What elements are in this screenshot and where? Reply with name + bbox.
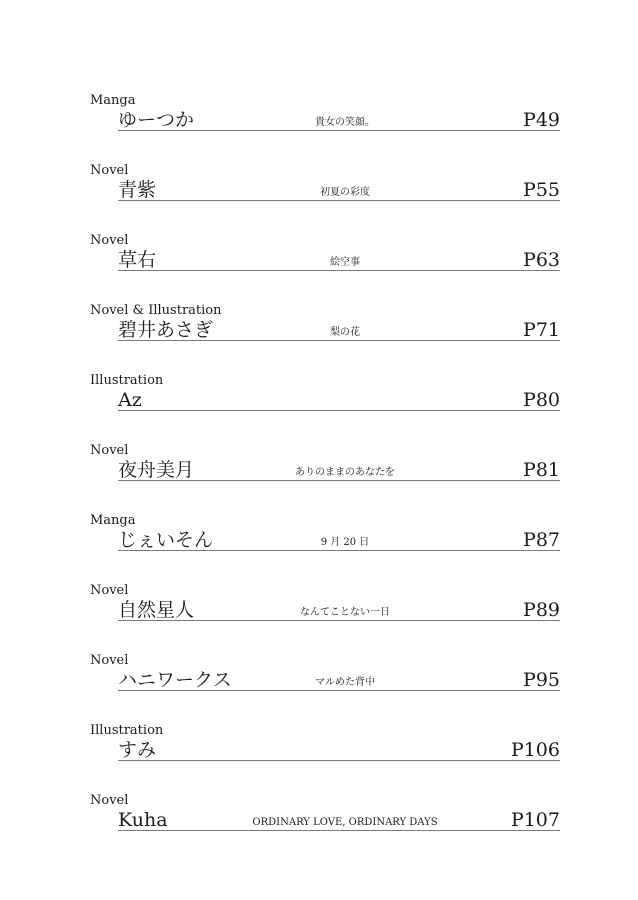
toc-entry — [0, 583, 638, 653]
entry-title: 貴女の笑顔。 — [315, 117, 375, 128]
entry-category: Novel — [90, 443, 129, 458]
entry-title: ありのままのあなたを — [295, 467, 395, 478]
entry-page-number: P81 — [523, 459, 560, 481]
entry-page-number: P80 — [523, 389, 560, 411]
toc-entry — [0, 653, 638, 723]
entry-author: Kuha — [118, 809, 168, 831]
toc-entry — [0, 443, 638, 513]
entry-page-number: P106 — [510, 739, 560, 761]
entry-title: 絵空事 — [330, 257, 360, 268]
entry-underline — [118, 830, 560, 831]
toc-entry — [0, 233, 638, 303]
entry-page-number: P71 — [523, 319, 560, 341]
entry-page-number: P95 — [523, 669, 560, 691]
entry-page-number: P87 — [523, 529, 560, 551]
entry-page-number: P49 — [523, 109, 560, 131]
entry-author: じぇいそん — [118, 529, 214, 551]
entry-category: Novel — [90, 793, 129, 808]
entry-category: Manga — [90, 513, 136, 528]
toc-entry — [0, 93, 638, 163]
entry-category: Novel — [90, 653, 129, 668]
entry-author: ハニワークス — [118, 669, 232, 691]
entry-underline — [118, 760, 560, 761]
entry-author: ゆーつか — [118, 109, 195, 131]
entry-underline — [118, 340, 560, 341]
entry-author: 青紫 — [118, 179, 157, 201]
entry-page-number: P89 — [523, 599, 560, 621]
entry-underline — [118, 480, 560, 481]
toc-entry — [0, 373, 638, 443]
entry-author: 碧井あさぎ — [118, 319, 214, 341]
entry-category: Novel — [90, 583, 129, 598]
entry-underline — [118, 620, 560, 621]
entry-author: 夜舟美月 — [118, 459, 195, 481]
entry-page-number: P107 — [510, 809, 560, 831]
entry-title: 初夏の彩度 — [320, 187, 370, 198]
entry-title: なんてことない一日 — [300, 607, 390, 618]
entry-underline — [118, 200, 560, 201]
entry-title: 9 月 20 日 — [320, 537, 370, 548]
entry-page-number: P63 — [523, 249, 560, 271]
entry-category: Novel & Illustration — [90, 303, 222, 318]
entry-author: 自然星人 — [118, 599, 195, 621]
toc-entry — [0, 513, 638, 583]
entry-title: 梨の花 — [330, 327, 360, 338]
entry-category: Illustration — [90, 373, 164, 388]
entry-underline — [118, 130, 560, 131]
entry-author: すみ — [118, 739, 157, 761]
entry-author: Az — [118, 389, 142, 411]
entry-title: マルめた背中 — [315, 677, 375, 688]
entry-title: ORDINARY LOVE, ORDINARY DAYS — [252, 817, 438, 828]
entry-category: Novel — [90, 233, 129, 248]
entry-underline — [118, 550, 560, 551]
entry-category: Novel — [90, 163, 129, 178]
toc-entry — [0, 163, 638, 233]
entry-category: Illustration — [90, 723, 164, 738]
entry-category: Manga — [90, 93, 136, 108]
entry-page-number: P55 — [523, 179, 560, 201]
toc-entry — [0, 723, 638, 793]
entry-underline — [118, 410, 560, 411]
entry-underline — [118, 270, 560, 271]
toc-entry — [0, 303, 638, 373]
entry-underline — [118, 690, 560, 691]
entry-author: 草右 — [118, 249, 157, 271]
toc-entry — [0, 793, 638, 863]
